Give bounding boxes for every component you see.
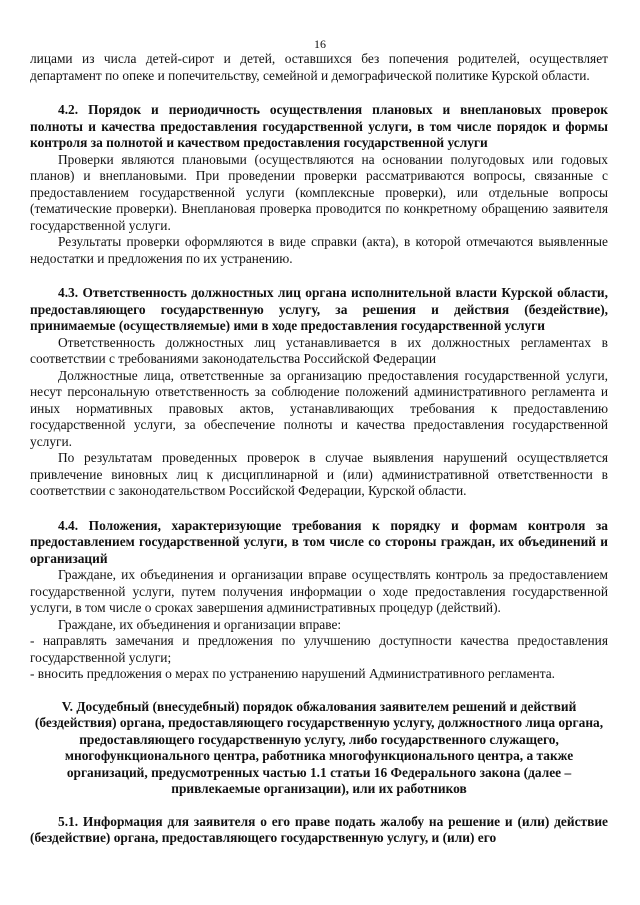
page-number: 16 — [314, 37, 326, 51]
spacer — [30, 267, 608, 285]
section-4-4-list-item-1: - направлять замечания и предложения по улучшению доступности качества предоставления государственной услуги; — [30, 633, 608, 665]
spacer — [30, 798, 608, 814]
section-5-1-heading: 5.1. Информация для заявителя о его праве подать жалобу на решение и (или) действие (бездействие) органа, предоставляющего государственную услугу, и (или) его — [30, 813, 608, 845]
spacer — [30, 683, 608, 699]
section-4-4-heading: 4.4. Положения, характеризующие требования к порядку и формам контроля за предоставлением государственной услуги, в том числе со стороны граждан, их объединений и организаций — [30, 517, 608, 566]
section-5-heading: V. Досудебный (внесудебный) порядок обжалования заявителем решений и действий (бездействия) органа, предоставляющего государственную услугу, должностного лица органа, предоставляющего государственную услугу, либо государственного служащего, многофункционального центра, работника многофункционального центра, а также организаций, предусмотренных частью 1.1 статьи 16 Федерального закона (далее – привлекаемые организации), или их работников — [34, 698, 604, 796]
section-4-4-paragraph-2: Граждане, их объединения и организации вправе: — [58, 616, 342, 632]
section-4-2-heading: 4.2. Порядок и периодичность осуществления плановых и внеплановых проверок полноты и качества предоставления государственной услуги, в том числе порядок и формы контроля за полнотой и качеством предоставления государственной услуги — [30, 102, 608, 150]
spacer — [30, 84, 608, 102]
section-4-3-paragraph-1: Ответственность должностных лиц устанавливается в их должностных регламентах в соответствии с требованиями законодательства Российской Федерации — [30, 334, 608, 366]
section-4-3-heading: 4.3. Ответственность должностных лиц органа исполнительной власти Курской области, предоставляющего государственную услугу, за решения и действия (бездействие), принимаемые (осуществляемые) ими в ходе предоставления государственной услуги — [30, 285, 608, 333]
intro-paragraph: лицами из числа детей-сирот и детей, оставшихся без попечения родителей, осуществляет департамент по опеке и попечительству, семейной и демографической политике Курской области. — [30, 51, 608, 83]
document-body — [30, 51, 608, 847]
section-4-4-paragraph-1: Граждане, их объединения и организации вправе осуществлять контроль за предоставлением государственной услуги, путем получения информации о ходе предоставления государственной услуги, в том числе о сроках завершения административных процедур (действий). — [30, 567, 608, 615]
spacer — [30, 500, 608, 518]
section-4-4-list-item-2: - вносить предложения о мерах по устранению нарушений Административного регламента. — [30, 666, 556, 681]
section-4-3-paragraph-2: Должностные лица, ответственные за организацию предоставления государственной услуги, несут персональную ответственность за соблюдение положений административного регламента и иных нормативных правовых актов, устанавливающих требования к предоставлению государственной услуги, за обеспечение полноты и качества предоставления государственной услуги. — [30, 367, 608, 449]
section-4-2-paragraph-1: Проверки являются плановыми (осуществляются на основании полугодовых или годовых планов) и внеплановыми. При проведении проверки рассматриваются вопросы, связанные с предоставлением государственной услуги (комплексные проверки), или отдельные вопросы (тематические проверки). Внеплановая проверка проводится по конкретному обращению заявителя государственной услуги. — [30, 151, 608, 233]
section-4-3-paragraph-3: По результатам проведенных проверок в случае выявления нарушений осуществляется привлечение виновных лиц к дисциплинарной и (или) административной ответственности в соответствии с законодательством Российской Федерации, Курской области. — [30, 450, 608, 498]
section-4-2-paragraph-2: Результаты проверки оформляются в виде справки (акта), в которой отмечаются выявленные недостатки и предложения по их устранению. — [30, 234, 608, 266]
